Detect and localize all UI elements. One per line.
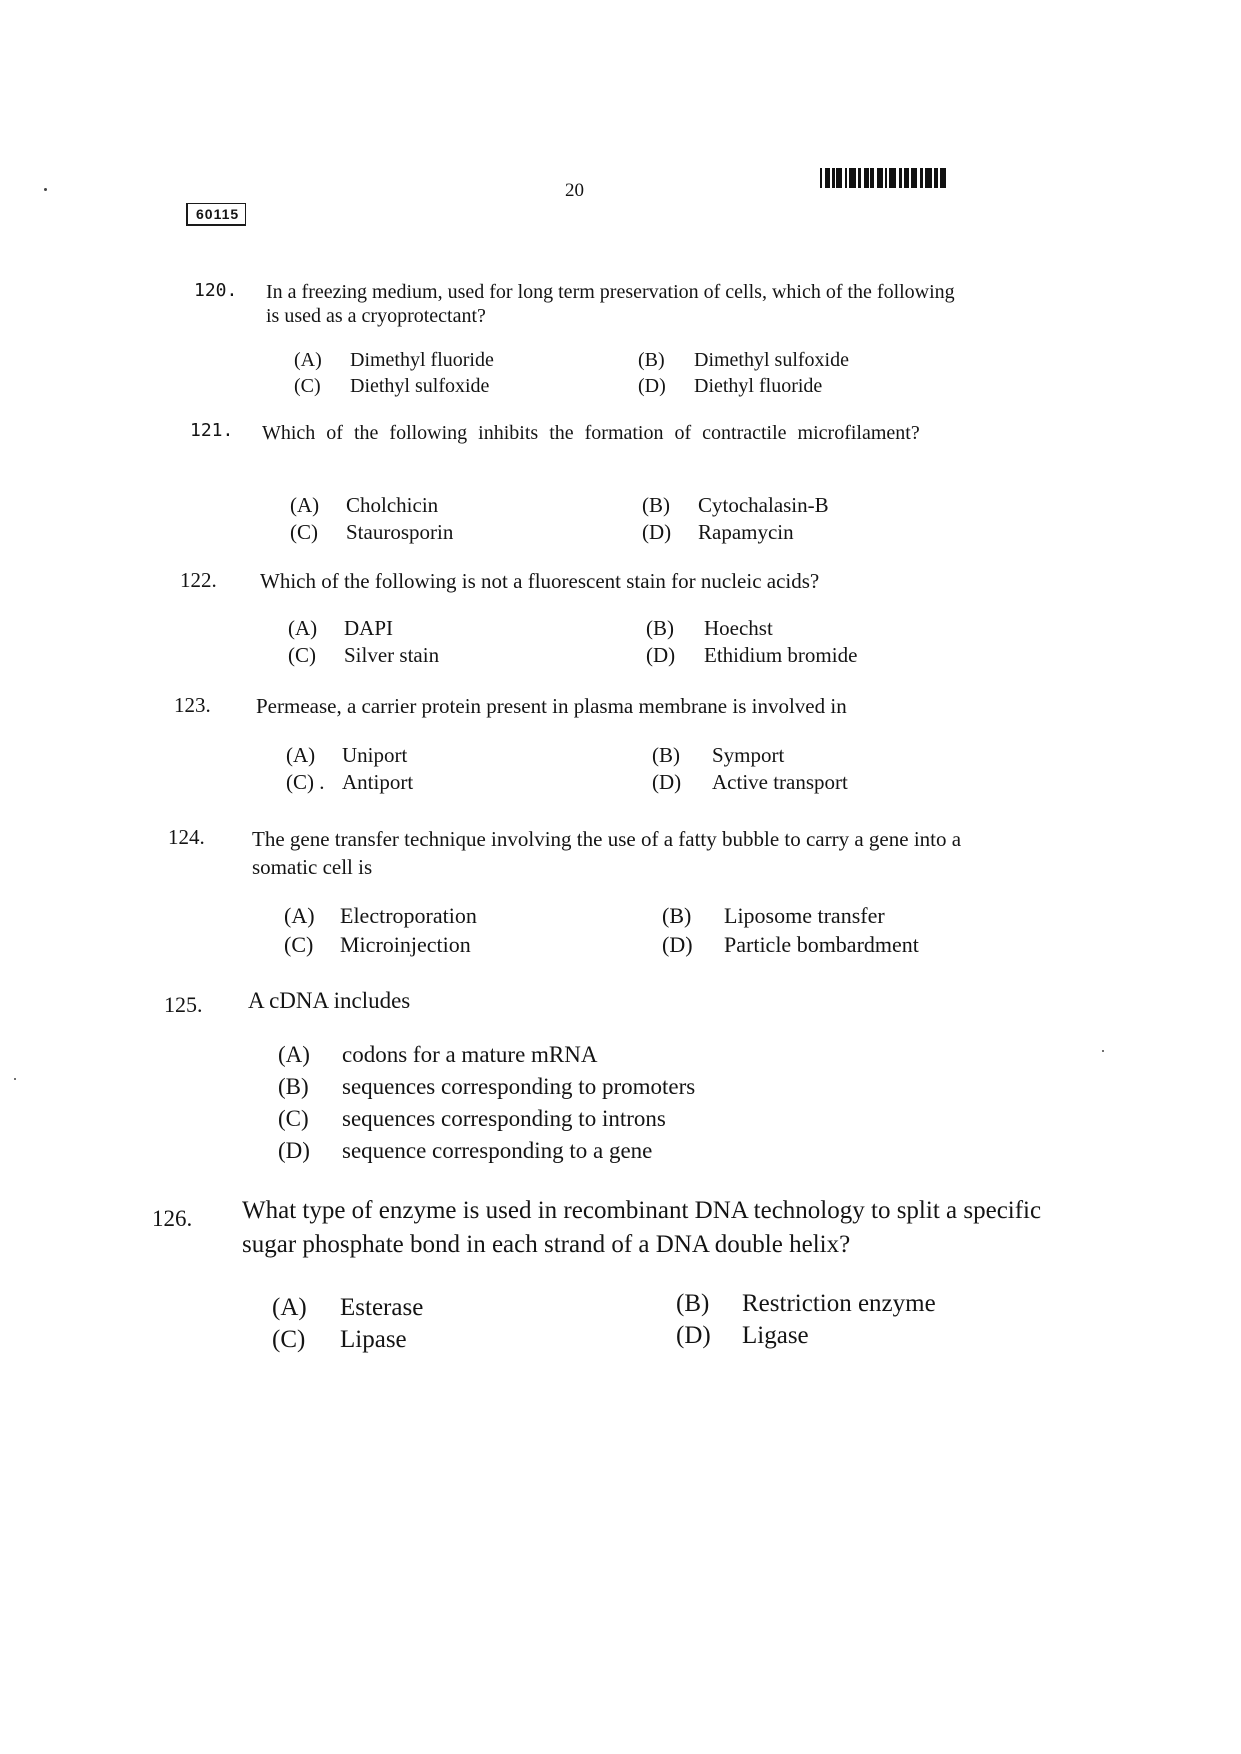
barcode-image	[820, 168, 964, 188]
option-d: (D) Ligase	[676, 1322, 809, 1349]
option-d: (D) Active transport	[652, 770, 848, 794]
option-b: (B) Cytochalasin-B	[642, 493, 829, 517]
page-number: 20	[565, 180, 584, 201]
option-a: (A) Electroporation	[284, 903, 477, 928]
option-d: (D) Ethidium bromide	[646, 643, 858, 667]
option-c: (C) sequences corresponding to introns	[278, 1106, 666, 1131]
option-c: (C) . Antiport	[286, 770, 414, 794]
question-text: The gene transfer technique involving the use of a fatty bubble to carry a gene into a somatic cell is	[252, 827, 962, 879]
question-text: A cDNA includes	[248, 988, 411, 1013]
option-a: (A) codons for a mature mRNA	[278, 1042, 598, 1067]
option-b: (B) Restriction enzyme	[676, 1290, 936, 1317]
option-a: (A) DAPI	[288, 616, 394, 640]
question-text: Which of the following is not a fluorescent stain for nucleic acids?	[260, 569, 820, 593]
option-a: (A) Esterase	[272, 1294, 424, 1321]
option-c: (C) Lipase	[272, 1326, 407, 1353]
option-a: (A) Dimethyl fluoride	[294, 349, 494, 371]
option-c: (C) Silver stain	[288, 643, 440, 667]
option-b: (B) Symport	[652, 743, 785, 767]
option-b: (B) Liposome transfer	[662, 903, 885, 928]
scan-speck	[14, 1078, 16, 1080]
option-c: (C) Staurosporin	[290, 520, 454, 544]
question-text: In a freezing medium, used for long term preservation of cells, which of the following is used as a cryoprotectant?	[266, 281, 955, 327]
option-a: (A) Cholchicin	[290, 493, 439, 517]
option-d: (D) Particle bombardment	[662, 932, 919, 957]
option-d: (D) sequence corresponding to a gene	[278, 1138, 653, 1163]
option-d: (D) Rapamycin	[642, 520, 794, 544]
option-b: (B) sequences corresponding to promoters	[278, 1074, 696, 1099]
question-number: 121.	[190, 420, 234, 441]
question-text: Which of the following inhibits the formation of contractile microfilament?	[262, 422, 920, 444]
question-number: 125.	[164, 992, 203, 1017]
option-c: (C) Diethyl sulfoxide	[294, 375, 490, 397]
paper-code-box: 60115	[186, 203, 246, 226]
option-a: (A) Uniport	[286, 743, 408, 767]
question-number: 120.	[194, 280, 238, 301]
scan-speck	[1102, 1050, 1104, 1052]
option-b: (B) Hoechst	[646, 616, 773, 640]
option-c: (C) Microinjection	[284, 932, 471, 957]
question-text: What type of enzyme is used in recombinant DNA technology to split a specific sugar phosphate bond in each strand of a DNA double helix?	[242, 1197, 1042, 1258]
option-d: (D) Diethyl fluoride	[638, 375, 823, 397]
question-number: 122.	[180, 568, 217, 592]
question-text: Permease, a carrier protein present in plasma membrane is involved in	[256, 694, 847, 718]
question-number: 126.	[152, 1206, 193, 1231]
option-b: (B) Dimethyl sulfoxide	[638, 349, 849, 371]
question-number: 123.	[174, 693, 211, 717]
question-number: 124.	[168, 825, 205, 849]
scan-speck	[44, 188, 47, 191]
